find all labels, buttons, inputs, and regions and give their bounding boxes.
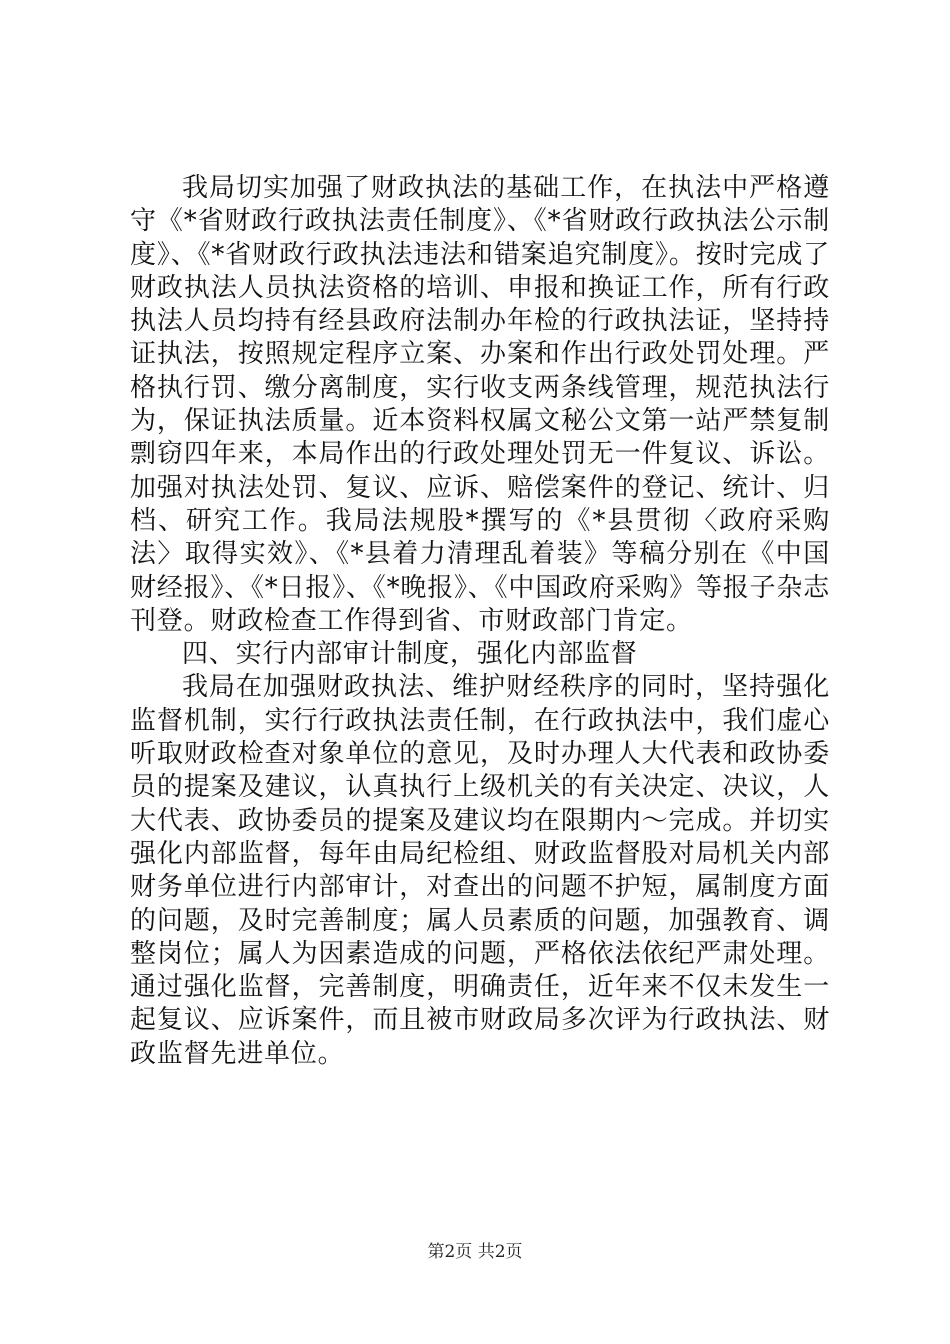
paragraph-enforcement: 我局切实加强了财政执法的基础工作，在执法中严格遵守《*省财政行政执法责任制度》、《*省财政行政执法公示制度》、《*省财政行政执法违法和错案追究制度》。按时完成了财政执法人员执法资格的培训、申报和换证工作，所有行政执法人员均持有经县政府法制办年检的行政执法证，坚持持证执法，按照规定程序立案、办案和作出行政处罚处理。严格执行罚、缴分离制度，实行收支两条线管理，规范执法行为，保证执法质量。近本资料权属文秘公文第一站严禁复制剽窃四年来，本局作出的行政处理处罚无一件复议、诉讼。加强对执法处罚、复议、应诉、赔偿案件的登记、统计、归档、研究工作。我局法规股*撰写的《*县贯彻〈政府采购法〉取得实效》、《*县着力清理乱着装》等稿分别在《中国财经报》、《*日报》、《*晚报》、《中国政府采购》等报子杂志刊登。财政检查工作得到省、市财政部门肯定。: [130, 173, 831, 636]
section-heading-internal-audit: 四、实行内部审计制度，强化内部监督: [182, 639, 638, 670]
page-number-footer: 第2页 共2页: [427, 1242, 523, 1262]
document-body: [130, 172, 830, 1071]
paragraph-internal-supervision: 我局在加强财政执法、维护财经秩序的同时，坚持强化监督机制，实行行政执法责任制，在行政执法中，我们虚心听取财政检查对象单位的意见，及时办理人大代表和政协委员的提案及建议，认真执行上级机关的有关决定、决议，人大代表、政协委员的提案及建议均在限期内～完成。并切实强化内部监督，每年由局纪检组、财政监督股对局机关内部财务单位进行内部审计，对查出的问题不护短，属制度方面的问题，及时完善制度；属人员素质的问题，加强教育、调整岗位；属人为因素造成的问题，严格依法依纪严肃处理。通过强化监督，完善制度，明确责任，近年来不仅未发生一起复议、应诉案件，而且被市财政局多次评为行政执法、财政监督先进单位。: [130, 672, 830, 1069]
